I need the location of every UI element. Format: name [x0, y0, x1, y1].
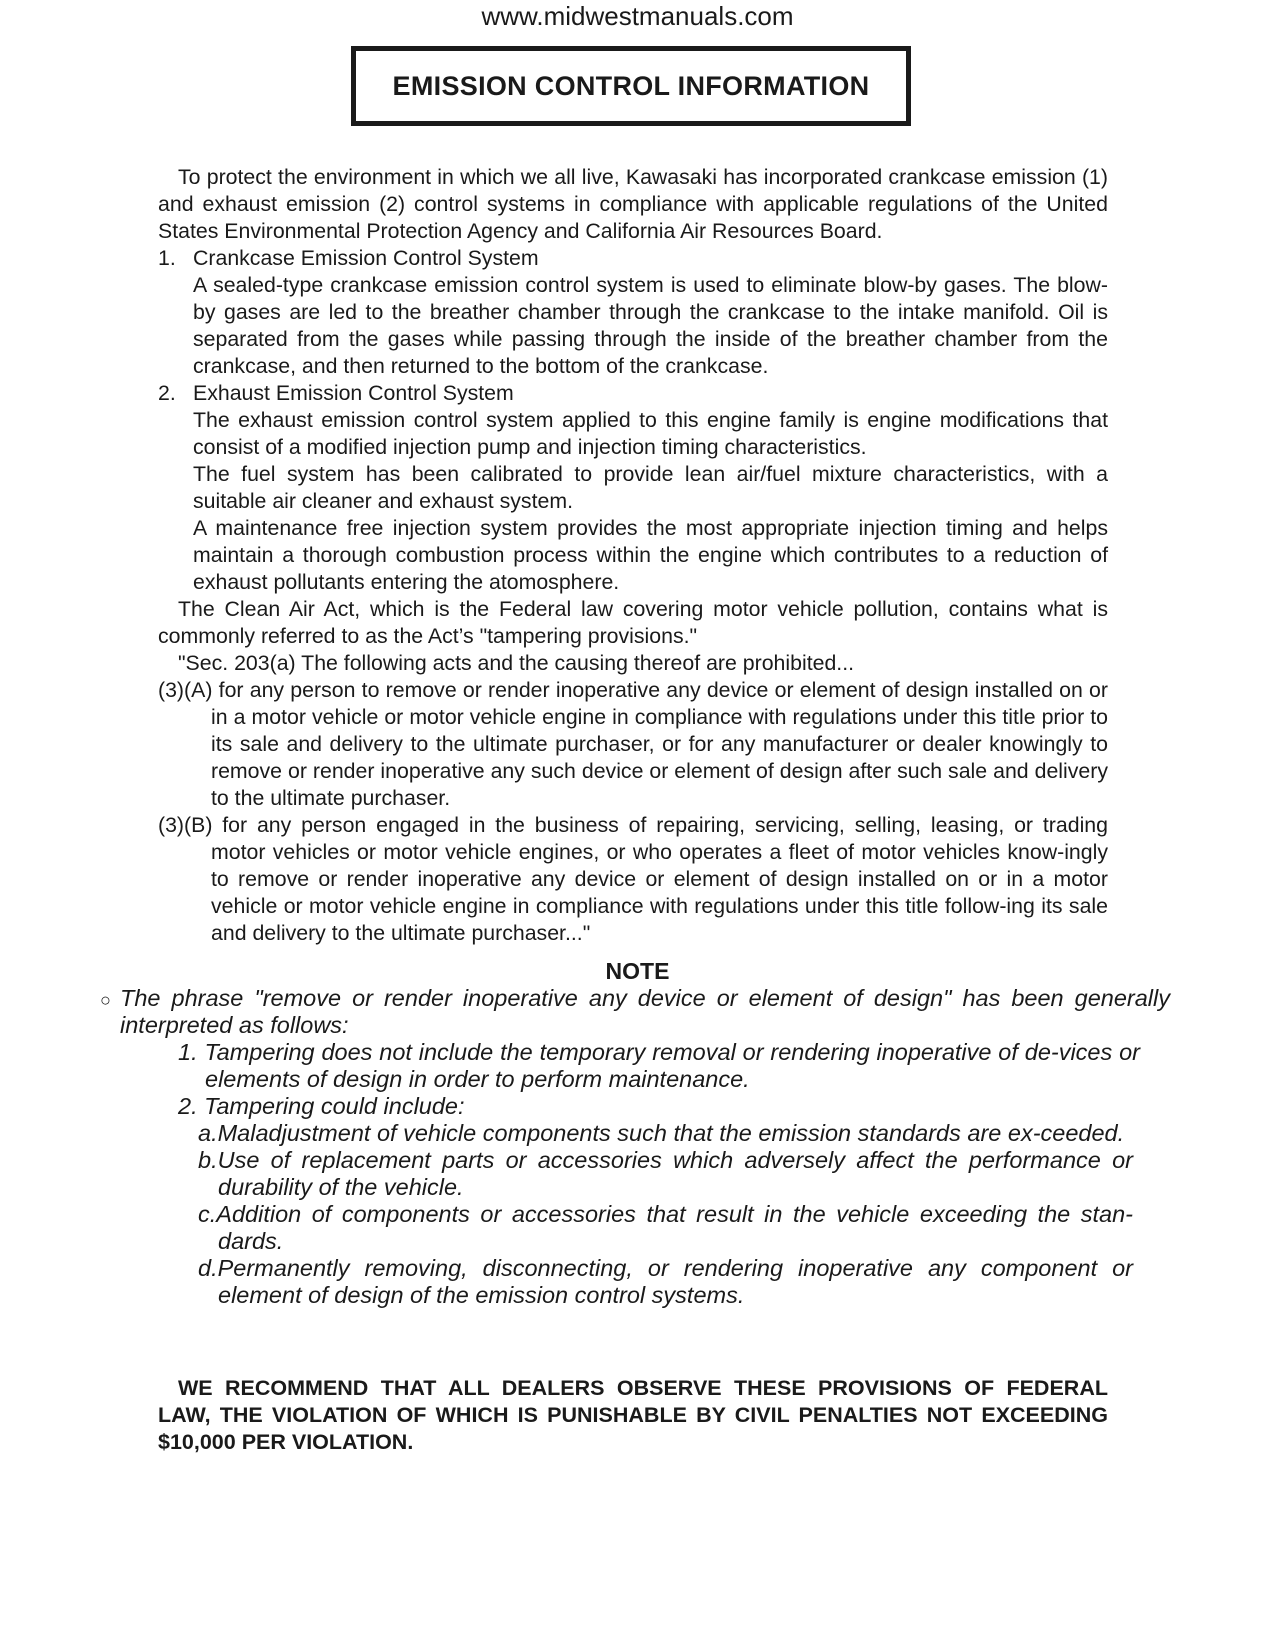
section-quote: "Sec. 203(a) The following acts and the causing thereof are prohibited... — [178, 651, 855, 675]
system-title: Crankcase Emission Control System — [193, 246, 539, 270]
system-paragraph: The exhaust emission control system applied to this engine family is engine modifications that consist of a modified injection pump and injection timing characteristics. — [193, 408, 1108, 459]
site-url: www.midwestmanuals.com — [481, 1, 794, 31]
bullet-icon: ○ — [100, 990, 111, 1010]
note-item: 2. Tampering could include: — [178, 1093, 465, 1119]
note-block — [100, 985, 1170, 1309]
clean-air-act-paragraph: The Clean Air Act, which is the Federal law covering motor vehicle pollution, contains what is commonly referred to as the Act’s "tampering provisions." — [158, 597, 1108, 648]
system-item-exhaust — [158, 380, 1108, 407]
note-subitem: b.Use of replacement parts or accessories which adversely affect the performance or durability of the vehicle. — [198, 1147, 1133, 1200]
title-box — [351, 46, 911, 126]
intro-paragraph: To protect the environment in which we all live, Kawasaki has incorporated crankcase emission (1) and exhaust emission (2) control systems in compliance with applicable regulations of the United States Environmental Protection Agency and California Air Resources Board. — [158, 165, 1108, 243]
system-paragraph: A maintenance free injection system provides the most appropriate injection timing and helps maintain a thorough combustion process within the engine which contributes to a reduction of exhaust pollutants entering the atomosphere. — [193, 516, 1108, 594]
warning-paragraph: WE RECOMMEND THAT ALL DEALERS OBSERVE THESE PROVISIONS OF FEDERAL LAW, THE VIOLATION OF WHICH IS PUNISHABLE BY CIVIL PENALTIES NOT EXCEEDING $10,000 PER VIOLATION. — [158, 1375, 1108, 1454]
system-paragraph: A sealed-type crankcase emission control system is used to eliminate blow-by gases. The blow-by gases are led to the breather chamber through the crankcase to the intake manifold. Oil is separated from the gases while passing through the inside of the breather chamber from the crankcase, and then returned to the bottom of the crankcase. — [193, 273, 1108, 378]
list-number: 2. — [158, 381, 176, 405]
note-subitem: d.Permanently removing, disconnecting, or rendering inoperative any component or element of design of the emission control systems. — [198, 1255, 1133, 1308]
clause-3b: (3)(B) for any person engaged in the business of repairing, servicing, selling, leasing, or trading motor vehicles or motor vehicle engines, or who operates a fleet of motor vehicles know-ingly to remove or render inoperative any device or element of design installed on or in a motor vehicle or motor vehicle engine in compliance with regulations under this title follow-ing its sale and delivery to the ultimate purchaser..." — [158, 813, 1108, 945]
note-heading: NOTE — [605, 958, 670, 984]
system-item-crankcase — [158, 245, 1108, 272]
main-body — [158, 164, 1108, 947]
note-list — [100, 1039, 1170, 1120]
note-sublist — [100, 1120, 1170, 1309]
list-number: 1. — [158, 246, 176, 270]
note-subitem: a.Maladjustment of vehicle components such that the emission standards are ex-ceeded. — [198, 1120, 1125, 1146]
note-subitem: c.Addition of components or accessories that result in the vehicle exceeding the stan-dards. — [198, 1201, 1133, 1254]
system-title: Exhaust Emission Control System — [193, 381, 514, 405]
note-lead: The phrase "remove or render inoperative any device or element of design" has been generally interpreted as follows: — [120, 985, 1170, 1038]
page-title: EMISSION CONTROL INFORMATION — [392, 70, 870, 101]
clause-3a: (3)(A) for any person to remove or render inoperative any device or element of design installed on or in a motor vehicle or motor vehicle engine in compliance with regulations under this title prior to its sale and delivery to the ultimate purchaser, or for any manufacturer or dealer knowingly to remove or render inoperative any such device or element of design after such sale and delivery to the ultimate purchaser. — [158, 678, 1108, 810]
note-item: 1. Tampering does not include the temporary removal or rendering inoperative of de-vices or elements of design in order to perform maintenance. — [178, 1039, 1140, 1092]
system-paragraph: The fuel system has been calibrated to provide lean air/fuel mixture characteristics, with a suitable air cleaner and exhaust system. — [193, 462, 1108, 513]
